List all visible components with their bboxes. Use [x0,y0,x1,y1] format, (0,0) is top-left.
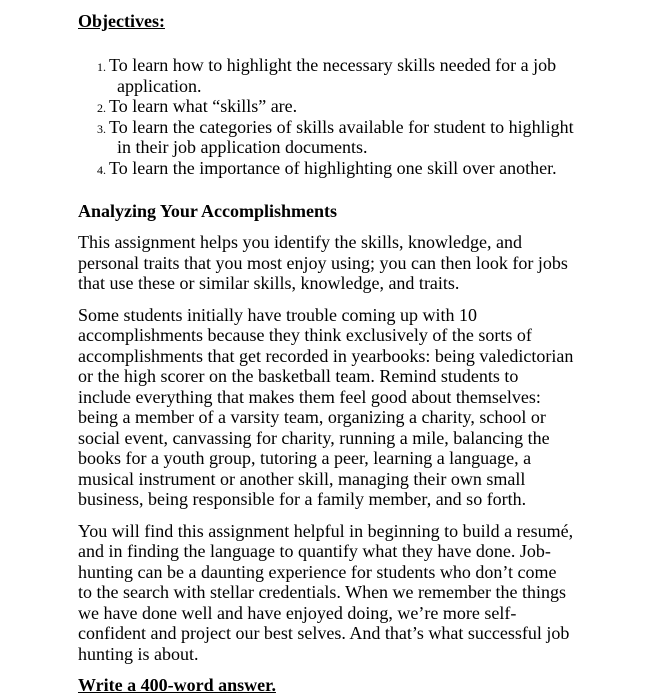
paragraph-line: to the search with stellar credentials. When we remember the things [78,582,566,602]
paragraph-line: business, being responsible for a family member, and so forth. [78,489,527,509]
paragraph-line: and in finding the language to quantify what they have done. Job- [78,541,551,561]
objective-text [109,158,598,179]
paragraph-line: personal traits that you most enjoy using; you can then look for jobs [78,252,568,273]
paragraph-line: hunting is about. [78,643,199,664]
objective-number: 4. [97,162,106,177]
word-count-instruction: Write a 400-word answer. [78,675,276,695]
objective-text [109,117,598,158]
paragraph-line: or the high scorer on the basketball team. Remind students to [78,366,519,386]
paragraph-line: hunting can be a daunting experience for students who don’t come [78,561,557,582]
paragraph [78,305,598,510]
paragraph-line: Some students initially have trouble coming up with 10 [78,304,477,325]
objective-line: To learn the categories of skills available for student to highlight [109,116,574,137]
paragraph [78,232,598,294]
paragraph-line: accomplishments that get recorded in yearbooks: being valedictorian [78,345,574,366]
objective-number: 1. [97,60,106,74]
objective-line: To learn the importance of highlighting one skill over another. [109,157,557,178]
paragraph-line: include everything that makes them feel good about themselves: [78,386,541,407]
section-heading: Analyzing Your Accomplishments [78,201,338,221]
paragraph-line: we have done well and have enjoyed doing, we’re more self- [78,602,517,623]
objective-item [97,158,598,179]
paragraph-line: confident and project our best selves. And that’s what successful job [78,623,570,643]
paragraph-line: accomplishments because they think exclusively of the sorts of [78,325,532,345]
paragraph-line: that use these or similar skills, knowledge, and traits. [78,273,460,293]
objective-text [109,55,598,96]
objective-line: in their job application documents. [117,137,368,157]
objective-number: 3. [97,121,106,136]
objectives-heading: Objectives: [78,11,165,31]
paragraph-line: This assignment helps you identify the skills, knowledge, and [78,232,522,252]
objective-text [109,96,598,117]
objective-line: application. [117,75,202,96]
objective-item [97,96,598,117]
objective-line: To learn what “skills” are. [109,96,298,116]
paragraph-line: social event, canvassing for charity, running a mile, balancing the [78,427,550,448]
objective-item [97,55,598,96]
paragraph-line: You will find this assignment helpful in beginning to build a resumé, [78,520,574,541]
objective-line: To learn how to highlight the necessary skills needed for a job [109,55,557,75]
paragraph [78,521,598,665]
paragraph-line: books for a youth group, tutoring a peer, learning a language, a [78,448,532,468]
objective-number: 2. [97,101,106,115]
objective-item [97,117,598,158]
document-page [78,10,598,696]
paragraph-line: musical instrument or another skill, managing their own small [78,468,526,489]
paragraph-line: being a member of a varsity team, organizing a charity, school or [78,407,546,427]
objectives-list [78,55,598,178]
